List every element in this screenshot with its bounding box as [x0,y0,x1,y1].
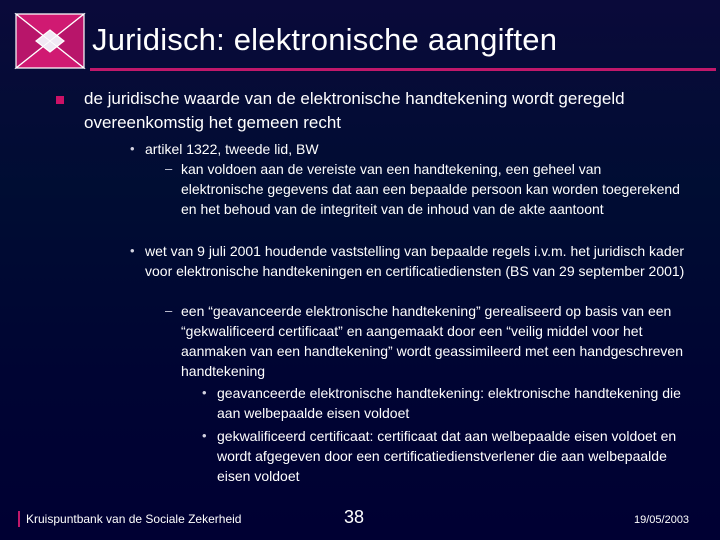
page-number: 38 [344,507,365,527]
square-bullet-icon [56,96,64,104]
footer-date: 19/05/2003 [634,514,690,526]
bullet-level4-signature-def: geavanceerde elektronische handtekening: elektronische handtekening die aan welbepaalde eisen voldoet [217,385,681,421]
bullet-level1: de juridische waarde van de elektronische handtekening wordt geregeld overeenkomstig het gemeen recht [84,89,625,132]
bullet-dot-icon: • [130,141,135,156]
bullet-level2-law: wet van 9 juli 2001 houdende vaststelling van bepaalde regels i.v.m. het juridisch kader voor elektronische handtekeningen en certificatiediensten (BS van 29 september 2001) [145,243,685,279]
footer-organization: Kruispuntbank van de Sociale Zekerheid [18,511,241,527]
bullet-level3-law-detail: een “geavanceerde elektronische handtekening” gerealiseerd op basis van een “gekwalificeerd certificaat” en aangemaakt door een “veilig middel voor het aanmaken van een handtekening” wordt geassimileerd met een handgeschreven handtekening [181,303,683,379]
bullet-dot-icon: • [202,385,207,400]
dash-icon: – [165,161,173,176]
bullet-level3-article-detail: kan voldoen aan de vereiste van een handtekening, een geheel van elektronische gegevens dat aan een bepaalde persoon kan worden toegerekend en het behoud van de integriteit van de inhoud van de akte aantoont [181,161,680,217]
bullet-level2-article: artikel 1322, tweede lid, BW [145,141,319,157]
bullet-dot-icon: • [202,428,207,443]
slide-title: Juridisch: elektronische aangiften [92,22,558,57]
dash-icon: – [165,303,173,318]
bullet-level4-certificate-def: gekwalificeerd certificaat: certificaat dat aan welbepaalde eisen voldoet en wordt afgegeven door een certificatiedienstverlener die aan welbepaalde eisen voldoet [217,428,677,484]
bullet-dot-icon: • [130,243,135,258]
